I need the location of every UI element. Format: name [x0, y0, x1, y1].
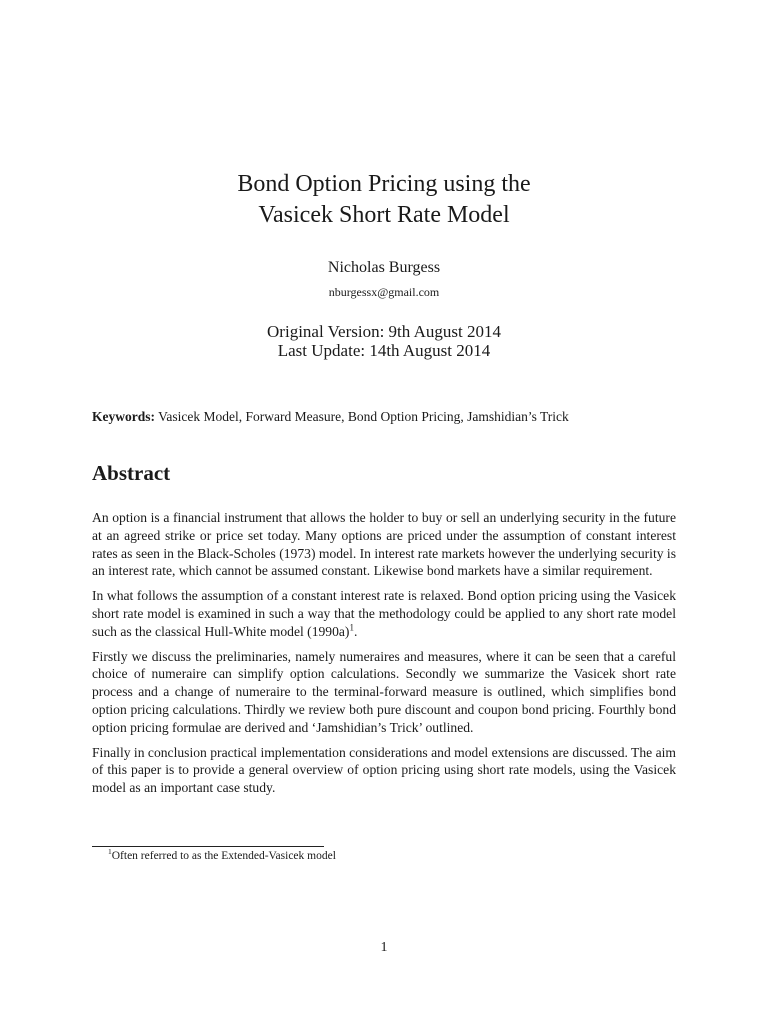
original-version-date: Original Version: 9th August 2014	[267, 322, 501, 341]
abstract-paragraph-2-end: .	[353, 623, 358, 639]
author-email: nburgessx@gmail.com	[328, 285, 440, 299]
abstract-paragraph-2	[92, 587, 676, 640]
footnote-reference: 1	[349, 622, 354, 633]
paper-title	[0, 169, 768, 231]
footnote	[108, 849, 336, 863]
version-dates	[0, 322, 768, 360]
abstract-body	[92, 509, 676, 804]
footnote-text: Often referred to as the Extended-Vasicek model	[111, 850, 336, 862]
keywords-text: Vasicek Model, Forward Measure, Bond Option Pricing, Jamshidian’s Trick	[158, 409, 569, 424]
abstract-heading: Abstract	[92, 461, 171, 485]
keywords-label: Keywords:	[92, 409, 155, 424]
abstract-paragraph-2-text: In what follows the assumption of a constant interest rate is relaxed. Bond option pricing using the Vasicek short rate model is examined in such a way that the methodology could be applied to any short rate model such as the classical Hull-White model (1990a)	[92, 588, 676, 639]
abstract-paragraph-1: An option is a financial instrument that allows the holder to buy or sell an underlying security in the future at an agreed strike or price set today. Many options are priced under the assumption of constant interest rates as seen in the Black-Scholes (1973) model. In interest rate markets however the underlying security is an interest rate, which cannot be assumed constant. Likewise bond markets have a similar requirement.	[92, 510, 676, 579]
title-line-2: Vasicek Short Rate Model	[258, 202, 510, 228]
footnote-divider	[92, 846, 324, 847]
last-update-date: Last Update: 14th August 2014	[277, 341, 491, 360]
abstract-paragraph-3: Firstly we discuss the preliminaries, namely numeraires and measures, where it can be seen that a careful choice of numeraire can simplify option calculations. Secondly we summarize the Vasicek short rate process and a change of numeraire to the terminal-forward measure is outlined, which simplifies bond option pricing calculations. Thirdly we review both pure discount and coupon bond pricing. Fourthly bond option pricing formulae are derived and ‘Jamshidian’s Trick’ outlined.	[92, 648, 676, 735]
author-name: Nicholas Burgess	[327, 259, 441, 276]
title-line-1: Bond Option Pricing using the	[237, 171, 531, 197]
keywords-line	[92, 408, 692, 426]
page-number: 1	[380, 940, 388, 955]
footnote-marker: 1	[108, 847, 112, 857]
abstract-paragraph-4: Finally in conclusion practical implementation considerations and model extensions are discussed. The aim of this paper is to provide a general overview of option pricing using short rate models, using the Vasicek model as an important case study.	[92, 744, 676, 796]
